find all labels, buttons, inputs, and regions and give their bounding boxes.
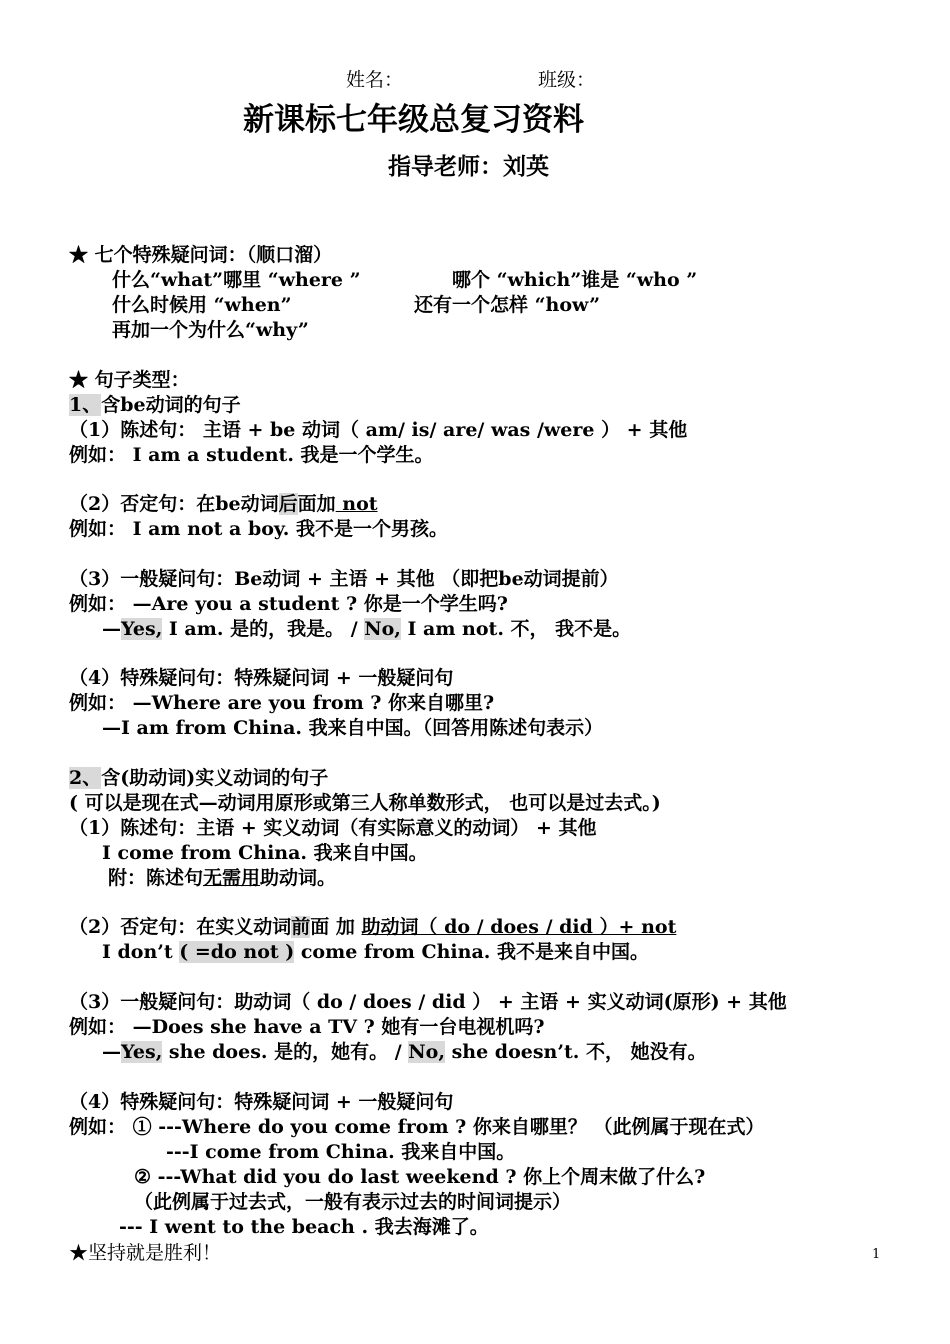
s1-no-answer: I am not. 不， 我不是。 (400, 618, 632, 640)
section-2-title: 含(助动词)实义动词的句子 (101, 767, 329, 789)
s2-yesno-rule: （3）一般疑问句：助动词（ do / does / did ） + 主语 + 实义动词(原形) + 其他 (69, 991, 787, 1013)
s2-negative-example (102, 940, 649, 964)
page-number: 1 (872, 1247, 881, 1262)
class-label: 班级： (538, 69, 596, 91)
s1-negative-highlight: 后 (278, 493, 298, 515)
s1-yes-answer: I am. 是的，我是。 / (162, 618, 365, 640)
s2-wh-note-2: （此例属于过去式，一般有表示过去的时间词提示） (134, 1191, 572, 1213)
s2-note-text: 附：陈述句 (108, 867, 204, 889)
s1-negative-rule-mid: 面加 (297, 493, 336, 515)
s2-note-end: 助动词。 (260, 867, 337, 889)
s1-negative-not: not (335, 493, 378, 515)
section-2-number: 2、 (69, 767, 102, 789)
s1-negative-example: 例如： I am not a boy. 我不是一个男孩。 (69, 518, 448, 540)
s2-yes-highlight: Yes, (121, 1041, 163, 1063)
sentence-types-heading: ★ 句子类型： (69, 369, 190, 391)
s2-negative-ex-text: I don’t (102, 941, 180, 963)
s2-wh-answer-1: ---I come from China. 我来自中国。 (166, 1141, 516, 1163)
s1-negative-rule (69, 492, 378, 516)
s1-yesno-dash: — (102, 618, 121, 640)
s2-yesno-dash: — (102, 1041, 121, 1063)
s1-declarative-rule: （1）陈述句： 主语 + be 动词（ am/ is/ are/ was /were ） + 其他 (69, 419, 688, 441)
s1-yesno-answer (102, 617, 631, 641)
s2-wh-example-1: 例如： ① ---Where do you come from ? 你来自哪里？ （此例属于现在式） (69, 1116, 765, 1138)
teacher-line: 指导老师：刘英 (388, 153, 549, 180)
s2-yesno-example: 例如： —Does she have a TV ? 她有一台电视机吗? (69, 1016, 545, 1038)
s2-declarative-rule: （1）陈述句：主语 + 实义动词（有实际意义的动词） + 其他 (69, 817, 597, 839)
question-words-heading: ★ 七个特殊疑问词：（顺口溜） (69, 244, 333, 266)
s1-yesno-rule: （3）一般疑问句：Be动词 + 主语 + 其他 （即把be动词提前） (69, 568, 619, 590)
s2-no-answer: she doesn’t. 不， 她没有。 (444, 1041, 707, 1063)
s2-negative-ex-highlight: ( =do not ) (179, 941, 295, 963)
s1-declarative-example: 例如： I am a student. 我是一个学生。 (69, 444, 434, 466)
s1-yesno-example: 例如： —Are you a student ? 你是一个学生吗? (69, 593, 508, 615)
s2-negative-auxiliary: 助动词（ do / does / did ）+ not (361, 916, 677, 938)
question-words-line-2b: 还有一个怎样 “how” (414, 294, 601, 316)
section-1-title: 含be动词的句子 (101, 394, 241, 416)
s2-declarative-note (108, 866, 336, 890)
document-title: 新课标七年级总复习资料 (243, 102, 584, 138)
s2-negative-rule-text: （2）否定句：在实义动词 (69, 916, 292, 938)
s2-wh-example-2: ② ---What did you do last weekend ? 你上个周末做了什么? (134, 1166, 706, 1188)
s1-no-highlight: No, (364, 618, 401, 640)
footer-motto: ★坚持就是胜利！ (69, 1242, 222, 1264)
s2-yesno-answer (102, 1040, 707, 1064)
s2-negative-highlight: 前 (291, 916, 311, 938)
s2-negative-rule (69, 915, 676, 939)
s1-wh-rule: （4）特殊疑问句：特殊疑问词 + 一般疑问句 (69, 667, 454, 689)
section-2-note: ( 可以是现在式—动词用原形或第三人称单数形式， 也可以是过去式。) (69, 792, 661, 814)
s2-negative-rule-mid: 面 加 (310, 916, 362, 938)
question-words-line-1b: 哪个 “which”谁是 “who ” (452, 269, 698, 291)
name-label: 姓名： (346, 69, 404, 91)
s1-wh-answer: —I am from China. 我来自中国。（回答用陈述句表示） (102, 717, 604, 739)
s2-declarative-example: I come from China. 我来自中国。 (102, 842, 428, 864)
question-words-line-3: 再加一个为什么“why” (112, 319, 309, 341)
s2-wh-answer-2: --- I went to the beach . 我去海滩了。 (119, 1216, 489, 1238)
question-words-line-1a: 什么“what”哪里 “where ” (112, 269, 361, 291)
s2-note-underlined: 无需用 (203, 867, 261, 889)
section-2-heading (69, 766, 328, 790)
question-words-line-2a: 什么时候用 “when” (112, 294, 292, 316)
s1-negative-rule-text: （2）否定句：在be动词 (69, 493, 279, 515)
s2-no-highlight: No, (408, 1041, 445, 1063)
s1-yes-highlight: Yes, (121, 618, 163, 640)
s1-wh-example: 例如： —Where are you from ? 你来自哪里? (69, 692, 495, 714)
s2-negative-ex-end: come from China. 我不是来自中国。 (294, 941, 649, 963)
section-1-number: 1、 (69, 394, 102, 416)
section-1-heading (69, 393, 241, 417)
s2-yes-answer: she does. 是的，她有。 / (162, 1041, 409, 1063)
s2-wh-rule: （4）特殊疑问句：特殊疑问词 + 一般疑问句 (69, 1091, 454, 1113)
